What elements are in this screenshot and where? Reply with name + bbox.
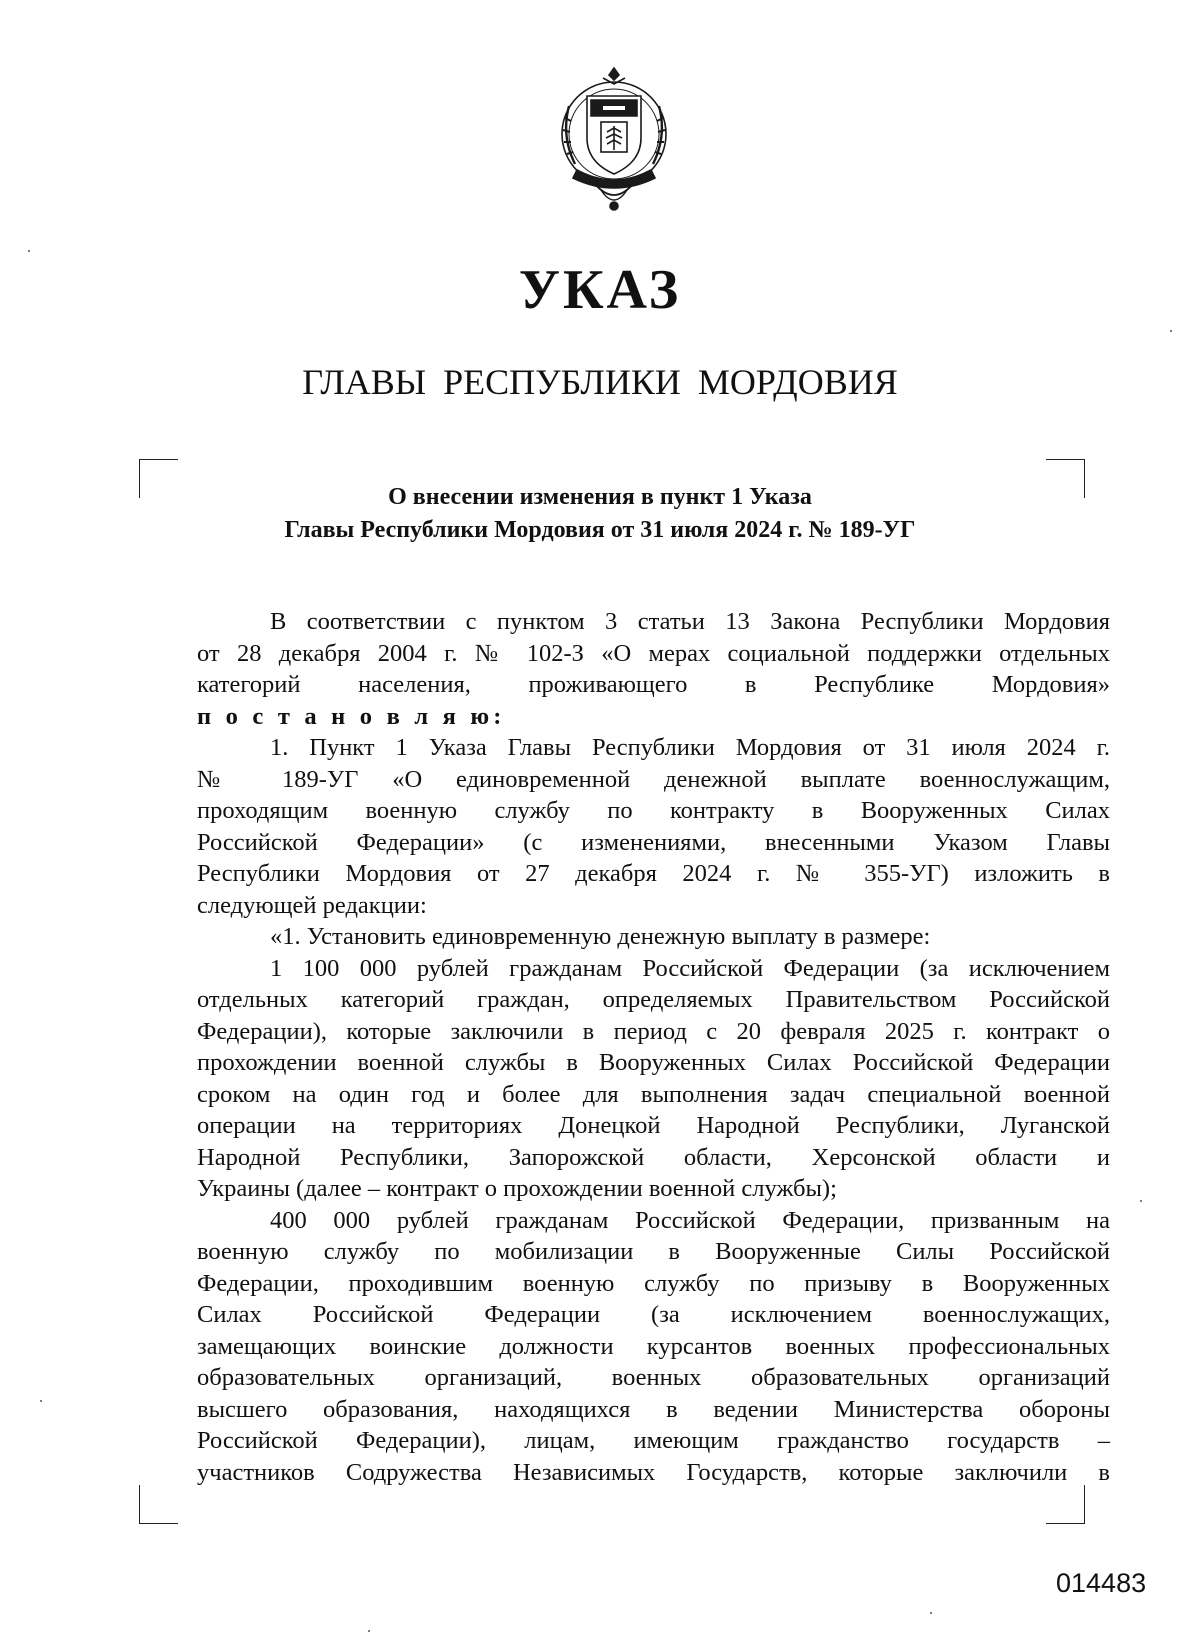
body-line: образовательных организаций, военных образовательных организаций	[197, 1364, 1110, 1391]
heading-line-1: О внесении изменения в пункт 1 Указа	[388, 484, 812, 510]
body-line: прохождении военной службы в Вооруженных Силах Российской Федерации	[197, 1049, 1110, 1076]
body-line: операции на территориях Донецкой Народной Республики, Луганской	[197, 1112, 1110, 1139]
body-line: Российской Федерации» (с изменениями, внесенными Указом Главы	[197, 828, 1110, 856]
body-line: отдельных категорий граждан, определяемых Правительством Российской	[197, 986, 1110, 1013]
document-subtitle: ГЛАВЫ РЕСПУБЛИКИ МОРДОВИЯ	[302, 362, 898, 402]
decree-heading	[0, 481, 1200, 547]
body-line: Республики Мордовия от 27 декабря 2024 г. № 355-УГ) изложить в	[197, 860, 1110, 887]
body-line: Российской Федерации), лицам, имеющим гражданство государств –	[197, 1427, 1110, 1454]
body-line: Народной Республики, Запорожской области, Херсонской области и	[197, 1143, 1110, 1171]
body-line: высшего образования, находящихся в ведении Министерства обороны	[197, 1395, 1110, 1423]
body-line: следующей редакции:	[197, 891, 427, 919]
scan-speck	[1170, 330, 1172, 332]
coat-of-arms-icon	[551, 66, 677, 214]
scan-speck	[1140, 1200, 1142, 1202]
body-line: 400 000 рублей гражданам Российской Федерации, призванным на	[270, 1206, 1110, 1234]
scan-speck	[40, 1400, 42, 1402]
body-line: 1. Пункт 1 Указа Главы Республики Мордовия от 31 июля 2024 г.	[270, 734, 1110, 761]
decree-body	[197, 606, 1110, 1488]
scan-speck	[28, 250, 30, 252]
body-line-decree-word: п о с т а н о в л я ю:	[197, 702, 506, 730]
body-line: от 28 декабря 2004 г. № 102-З «О мерах социальной поддержки отдельных	[197, 639, 1110, 667]
body-line: Федерации), которые заключили в период с 20 февраля 2025 г. контракт о	[197, 1017, 1110, 1045]
body-line: Федерации, проходившим военную службу по призыву в Вооруженных	[197, 1269, 1110, 1297]
document-title: УКАЗ	[518, 259, 682, 321]
body-line: В соответствии с пунктом 3 статьи 13 Закона Республики Мордовия	[270, 608, 1110, 635]
body-line: замещающих воинские должности курсантов военных профессиональных	[197, 1332, 1110, 1360]
corner-mark-bottom-right	[1046, 1485, 1085, 1524]
body-line: проходящим военную службу по контракту в Вооруженных Силах	[197, 797, 1110, 824]
heading-line-2: Главы Республики Мордовия от 31 июля 2024 г. № 189-УГ	[284, 517, 916, 543]
body-line: участников Содружества Независимых Государств, которые заключили в	[197, 1458, 1110, 1486]
body-line: военную службу по мобилизации в Вооруженные Силы Российской	[197, 1238, 1110, 1265]
scan-speck	[930, 1612, 932, 1614]
body-line: № 189-УГ «О единовременной денежной выплате военнослужащим,	[197, 765, 1110, 793]
body-line: сроком на один год и более для выполнения задач специальной военной	[197, 1080, 1110, 1108]
body-line: категорий населения, проживающего в Республике Мордовия»	[197, 671, 1110, 698]
serial-number: 014483	[1056, 1568, 1147, 1598]
body-line: Силах Российской Федерации (за исключением военнослужащих,	[197, 1301, 1110, 1328]
body-line: «1. Установить единовременную денежную выплату в размере:	[270, 923, 931, 950]
corner-mark-bottom-left	[139, 1485, 178, 1524]
body-line: Украины (далее – контракт о прохождении военной службы);	[197, 1175, 837, 1202]
scan-speck	[368, 1630, 370, 1632]
body-line: 1 100 000 рублей гражданам Российской Федерации (за исключением	[270, 954, 1110, 982]
